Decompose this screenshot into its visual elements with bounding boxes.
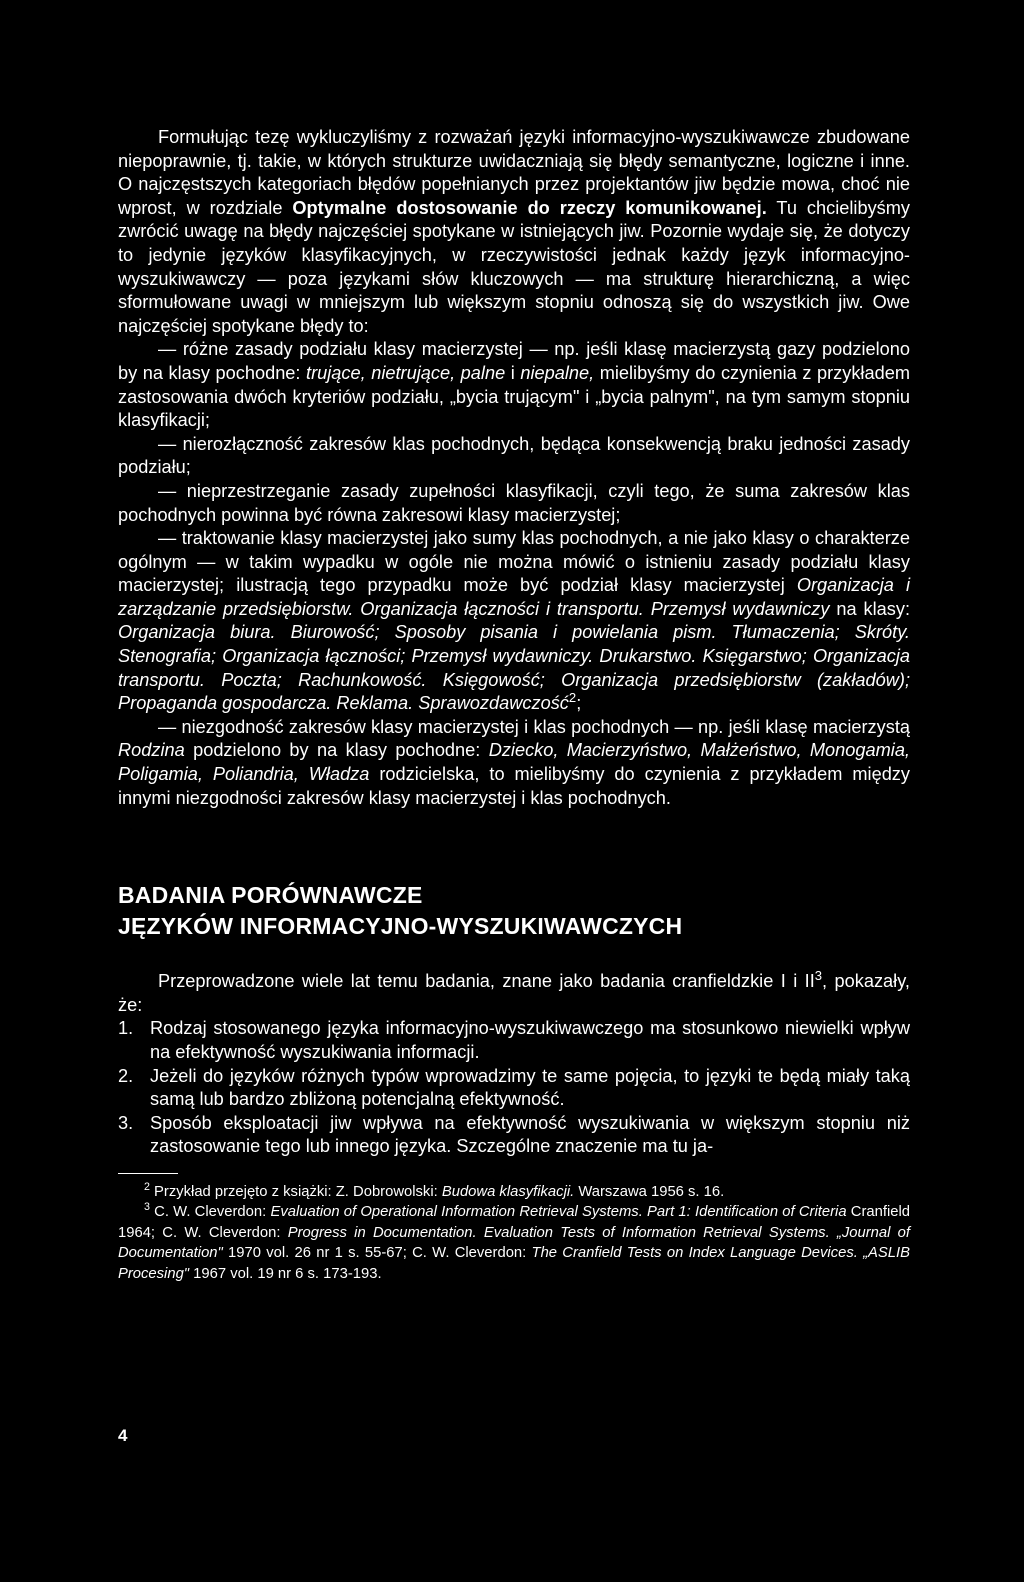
page-content	[118, 126, 910, 1284]
list-number: 2.	[118, 1065, 134, 1086]
list-item-error-3: — nieprzestrzeganie zasady zupełności klasyfikacji, czyli tego, że suma zakresów klas pochodnych powinna być równa zakresowi klasy macierzystej;	[118, 480, 910, 525]
list-item	[118, 1017, 910, 1064]
list-item	[118, 1112, 910, 1159]
text-run: na klasy:	[829, 598, 911, 619]
italic-run: Organizacja biura. Biurowość; Sposoby pisania i powielania pism. Tłumaczenia; Skróty. Stenografia; Organizacja łączności; Przemysł wydawniczy. Drukarstwo. Księgarstwo; Organizacja transportu. Poczta; Rachunkowość. Księgowość; Organizacja przedsiębiorstw (zakładów); Propaganda gospodarcza. Reklama. Sprawozdawczość	[118, 622, 910, 714]
findings-list	[118, 1017, 910, 1159]
footnote-3	[118, 1202, 910, 1284]
text-run: ;	[576, 693, 582, 714]
paragraph-cranfield	[118, 970, 910, 1017]
footnote-ref-3: 3	[814, 968, 823, 984]
text-run: podzielono by na klasy pochodne:	[184, 740, 489, 761]
footnotes	[118, 1182, 910, 1285]
text-run: 1970 vol. 26 nr 1 s. 55-67; C. W. Cleverdon:	[222, 1245, 532, 1262]
footnote-mark: 3	[144, 1201, 150, 1214]
list-item-error-2: — nierozłączność zakresów klas pochodnych, będąca konsekwencją braku jedności zasady podziału;	[118, 433, 910, 478]
text-run: 1967 vol. 19 nr 6 s. 173-193.	[189, 1265, 382, 1282]
section-heading	[118, 880, 910, 942]
italic-run: Evaluation of Operational Information Retrieval Systems. Part 1: Identification of Criteria	[270, 1204, 847, 1221]
italic-run: Organizacja i zarządzanie przedsiębiorstw. Organizacja łączności i transportu. Przemysł wydawniczy	[118, 575, 910, 619]
text-run: mielibyśmy do czynienia z przykładem zastosowania dwóch kryteriów podziału, „bycia trującym" i „bycia palnym", na tym samym stopniu klasyfikacji;	[118, 362, 910, 431]
section-body	[118, 970, 910, 1159]
list-text: Jeżeli do języków różnych typów wprowadzimy te same pojęcia, to języki te będą miały taką samą lub bardzo zbliżoną potencjalną efektywność.	[150, 1065, 910, 1110]
text-run: Cranfield 1964; C. W. Cleverdon:	[118, 1204, 911, 1241]
footnote-ref-2: 2	[568, 690, 577, 706]
heading-line-2: JĘZYKÓW INFORMACYJNO-WYSZUKIWAWCZYCH	[118, 913, 683, 940]
list-number: 3.	[118, 1112, 134, 1133]
list-item-error-4	[118, 527, 910, 716]
text-run: Przeprowadzone wiele lat temu badania, znane jako badania cranfieldzkie I i II	[158, 971, 815, 992]
list-item	[118, 1065, 910, 1112]
text-run: — różne zasady podziału klasy macierzystej — np. jeśli klasę macierzystą gazy podzielono by na klasy pochodne:	[118, 339, 910, 383]
text-run: C. W. Cleverdon:	[149, 1204, 271, 1221]
list-item-error-1	[118, 338, 910, 432]
page-number: 4	[118, 1426, 128, 1445]
italic-run: Budowa klasyfikacji.	[441, 1183, 575, 1200]
italic-run: The Cranfield Tests on Index Language Devices. „ASLIB Procesing"	[118, 1245, 910, 1282]
footnote-mark: 2	[144, 1181, 150, 1194]
text-run: Tu chcielibyśmy zwrócić uwagę na błędy najczęściej spotykane w istniejących jiw. Pozornie wydaje się, że dotyczy to jedynie języków klasyfikacyjnych, w rzeczywistości jednak każdy język informacyjno-wyszukiwawczy — poza językami słów kluczowych — ma strukturę hierarchiczną, a więc sformułowane uwagi w mniejszym lub większym stopniu odnoszą się do wszystkich jiw. Owe najczęściej spotykane błędy to:	[118, 197, 911, 336]
list-text: Sposób eksploatacji jiw wpływa na efektywność wyszukiwania w większym stopniu niż zastosowanie tego lub innego języka. Szczególne znaczenie ma tu ja-	[150, 1112, 910, 1157]
list-number: 1.	[118, 1018, 134, 1039]
italic-run: Rodzina	[118, 740, 185, 761]
text-run: Warszawa 1956 s. 16.	[574, 1183, 725, 1200]
text-run: Przykład przejęto z książki: Z. Dobrowolski:	[149, 1183, 442, 1200]
italic-run: Progress in Documentation. Evaluation Tests of Information Retrieval Systems. „Journal of Documentation"	[118, 1224, 910, 1262]
chapter-reference: Optymalne dostosowanie do rzeczy komunikowanej.	[292, 197, 767, 218]
text-run: — traktowanie klasy macierzystej jako sumy klas pochodnych, a nie jako klasy o charakterze ogólnym — w takim wypadku w ogóle nie można mówić o istnieniu zasady podziału klasy macierzystej; ilustracją tego przypadku może być podział klasy macierzystej	[118, 528, 910, 596]
text-run: i	[505, 362, 521, 383]
paragraph-intro	[118, 126, 910, 338]
italic-run: niepalne,	[520, 362, 595, 383]
italic-run: trujące, nietrujące, palne	[306, 362, 506, 383]
main-text	[118, 126, 910, 810]
text-run: , pokazały, że:	[118, 971, 910, 1015]
footnote-2	[118, 1182, 910, 1203]
heading-line-1: BADANIA PORÓWNAWCZE	[118, 882, 423, 909]
list-text: Rodzaj stosowanego języka informacyjno-wyszukiwawczego ma stosunkowo niewielki wpływ na efektywność wyszukiwania informacji.	[150, 1018, 910, 1062]
italic-run: Dziecko, Macierzyństwo, Małżeństwo, Monogamia, Poligamia, Poliandria, Władza	[118, 740, 910, 785]
text-run: Formułując tezę wykluczyliśmy z rozważań języki informacyjno-wyszukiwawcze zbudowane niepoprawnie, tj. takie, w których strukturze uwidaczniają się błędy semantyczne, logiczne i inne. O najczęstszych kategoriach błędów popełnianych przez projektantów jiw będzie mowa, choć nie wprost, w rozdziale	[118, 127, 910, 218]
footnote-divider	[118, 1173, 178, 1174]
list-item-error-5	[118, 716, 910, 810]
text-run: rodzicielska, to mielibyśmy do czynienia z przykładem między innymi niezgodności zakresów klasy macierzystej i klas pochodnych.	[118, 764, 910, 808]
text-run: — niezgodność zakresów klasy macierzystej i klas pochodnych — np. jeśli klasę macierzystą	[158, 716, 910, 737]
